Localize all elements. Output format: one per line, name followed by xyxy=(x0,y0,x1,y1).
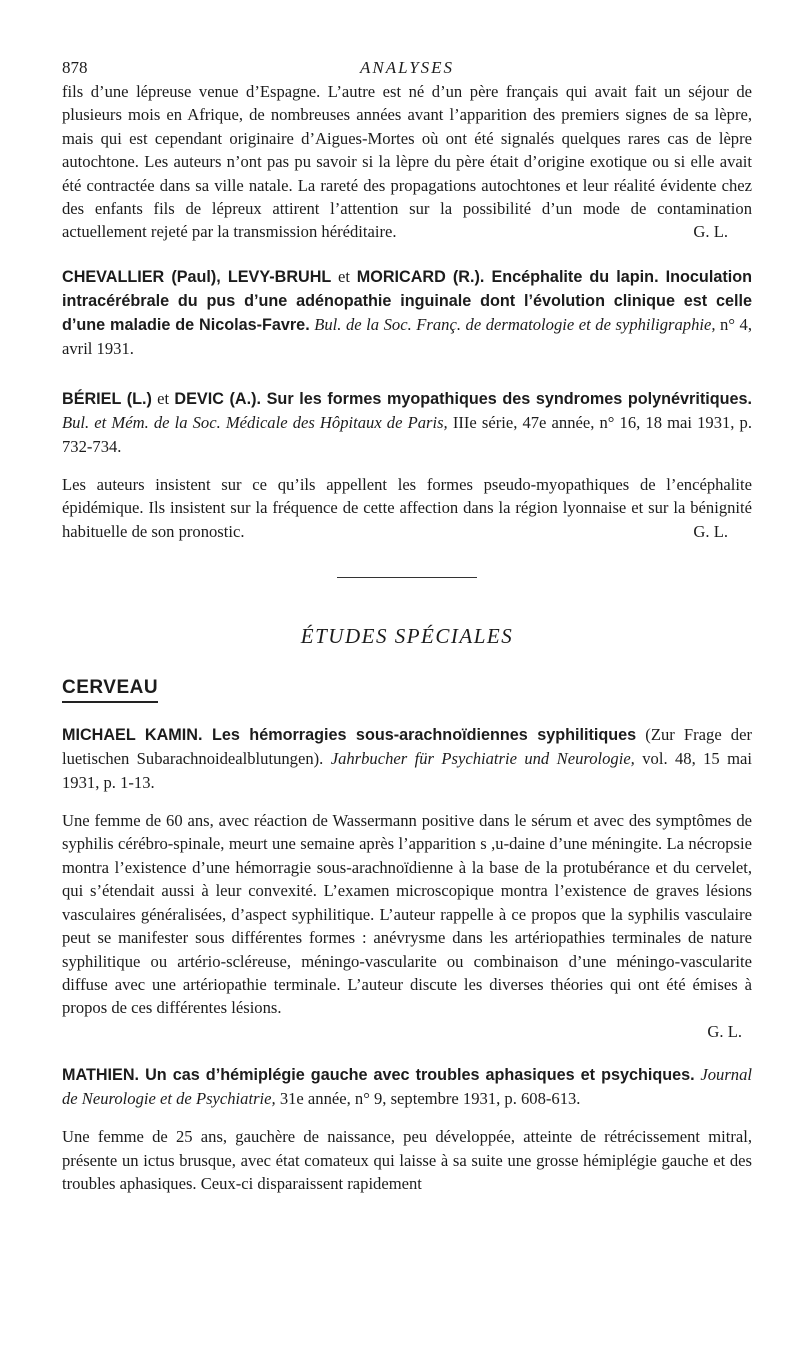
page-number: 878 xyxy=(62,58,88,77)
entry-authors: CHEVALLIER (Paul), LEVY-BRUHL xyxy=(62,267,332,286)
subsection-title: CERVEAU xyxy=(62,677,158,703)
section-divider xyxy=(337,577,477,578)
entry-body xyxy=(62,473,752,543)
entry-body: Une femme de 25 ans, gauchère de naissance, peu développée, atteinte de rétrécissement mitral, présente un ictus brusque, avec état comateux qui laisse à sa suite une grosse hémiplégie gauche et des troubles aphasiques. Ceux-ci disparaissent rapidement xyxy=(62,1127,752,1193)
entry-details: n° 4, avril 1931. xyxy=(62,314,752,358)
entry-original-title: (Zur Frage der luetischen Subarachnoidealblutungen). xyxy=(62,725,752,769)
review-entry xyxy=(62,1063,752,1195)
entry-body-text: Les auteurs insistent sur ce qu’ils appellent les formes pseudo-myopathiques de l’encéphalite épidémique. Ils insistent sur la fréquence de cette affection dans la région lyonnaise et sur la bénignité habituelle de son pronostic. xyxy=(62,474,752,541)
entry-authors: MICHAEL KAMIN. xyxy=(62,726,203,745)
entry-connector: et xyxy=(331,266,357,286)
entry-source: Jahrbucher für Psychiatrie und Neurologie, xyxy=(323,749,635,769)
entry-authors: BÉRIEL (L.) xyxy=(62,389,152,408)
entry-authors: MORICARD (R.). xyxy=(356,267,485,286)
entry-heading xyxy=(62,1063,752,1111)
page-header xyxy=(62,58,752,80)
page xyxy=(62,58,752,1195)
paragraph-text: fils d’une lépreuse venue d’Espagne. L’autre est né d’un père français qui avait fait un séjour de plusieurs mois en Afrique, de nombreuses années avant l’apparition des premiers signes de sa lèpre, mais qui est cependant originaire d’Aigues-Mortes où ont été signalés quelques rares cas de lèpre autochtone. Les auteurs n’ont pas pu savoir si la lèpre du père était d’origine exotique ou si elle avait été contractée dans sa ville natale. La rareté des propagations autochtones et leur réalité évidente chez des enfants fils de lépreux attirent l’attention sur la possibilité d’un mode de contamination actuellement rejeté par la transmission héréditaire. xyxy=(62,82,752,242)
review-entry xyxy=(62,265,752,361)
entry-details: IIIe série, 47e année, n° 16, 18 mai 1931, p. 732-734. xyxy=(62,412,752,456)
running-head: ANALYSES xyxy=(359,58,455,77)
entry-details: 31e année, n° 9, septembre 1931, p. 608-613. xyxy=(275,1089,581,1109)
entry-heading xyxy=(62,723,752,795)
signature: G. L. xyxy=(707,1021,742,1041)
entry-title: Encéphalite du lapin. Inoculation intracérébrale du pus d’une adénopathie inguinale dont l’évolution clinique est celle d’une maladie de Nicolas-Favre. xyxy=(62,267,752,334)
entry-source: Bul. et Mém. de la Soc. Médicale des Hôpitaux de Paris, xyxy=(62,412,448,432)
entry-title: Les hémorragies sous-arachnoïdiennes syphilitiques xyxy=(202,726,637,745)
entry-connector: et xyxy=(151,388,175,408)
review-entry xyxy=(62,387,752,543)
continued-paragraph xyxy=(62,80,752,244)
signature: G. L. xyxy=(693,521,728,541)
entry-source: Bul. de la Soc. Franç. de dermatologie et de syphiligraphie, xyxy=(309,314,716,334)
review-entry xyxy=(62,723,752,1043)
entry-authors: MATHIEN. xyxy=(62,1066,140,1085)
entry-body: Une femme de 60 ans, avec réaction de Wassermann positive dans le sérum et avec des symptômes de syphilis cérébro-spinale, meurt une semaine après l’apparition s ,u-daine d’une méningite. La nécropsie montra l’existence d’une hémorragie sous-arachnoïdienne à la base de la protubérance et du cervelet, qui s’étendait aussi à leur convexité. L’examen microscopique montra l’existence de graves lésions vasculaires généralisées, d’aspect syphilitique. L’auteur rappelle à ce propos que la syphilis vasculaire peut se manifester sous différentes formes : anévrysme dans les artériopathies terminales de nature syphilitique ou artério-scléreuse, méningo-vascularite ou combinaison d’une méningo-vascularite diffuse avec une artériopathie terminale. L’auteur discute les diverses théories qui ont été émises à propos de ces différentes lésions. xyxy=(62,811,752,1018)
entry-authors: DEVIC (A.). xyxy=(174,389,261,408)
signature: G. L. xyxy=(693,222,728,242)
entry-title: Un cas d’hémiplégie gauche avec troubles aphasiques et psychiques. xyxy=(139,1066,695,1085)
entry-heading xyxy=(62,387,752,459)
entry-title: Sur les formes myopathiques des syndromes polynévritiques. xyxy=(261,389,753,408)
section-title: ÉTUDES SPÉCIALES xyxy=(300,624,514,649)
entry-source: Journal de Neurologie et de Psychiatrie, xyxy=(62,1065,753,1109)
entry-details: vol. 48, 15 mai 1931, p. 1-13. xyxy=(62,749,753,793)
entry-heading xyxy=(62,265,752,361)
